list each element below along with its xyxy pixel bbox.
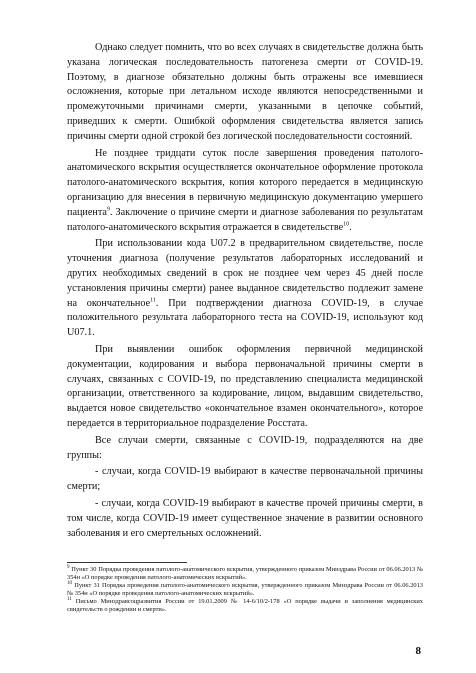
paragraph-text: - случаи, когда COVID-19 выбирают в качестве первоначальной причины смерти; bbox=[67, 466, 423, 493]
paragraph bbox=[67, 343, 423, 432]
footnote-number: 9 bbox=[67, 564, 70, 570]
paragraph bbox=[67, 497, 423, 541]
footnotes bbox=[67, 566, 423, 615]
paragraph bbox=[67, 465, 423, 495]
footnote-number: 11 bbox=[67, 597, 72, 603]
paragraph bbox=[67, 41, 423, 145]
footnote bbox=[67, 598, 423, 614]
footnote-reference[interactable]: 11 bbox=[150, 297, 156, 304]
paragraph-text: . При подтверждении диагноза COVID-19, в случае положительного результата лабораторного теста на COVID-19, используют код U07.1. bbox=[67, 297, 423, 339]
paragraph-text: - случаи, когда COVID-19 выбирают в качестве прочей причины смерти, в том числе, когда COVID-19 имеет существенное значение в развитии основного заболевания и его смертельных осложнений. bbox=[67, 497, 423, 539]
footnote-text: Пункт 31 Порядка проведения патолого-анатомического вскрытия, утвержденного приказом Минздрава России от 06.06.2013 № 354н «О порядке проведения патолого-анатомических вскрытий». bbox=[67, 582, 423, 598]
footnote-text: Письмо Минздравсоцразвития России от 19.01.2009 № 14-6/10/2-178 «О порядке выдачи и заполнения медицинских свидетельств о рождении и смерти». bbox=[67, 598, 423, 614]
footnote bbox=[67, 566, 423, 582]
paragraph-text: При выявлении ошибок оформления первичной медицинской документации, кодирования и выбора первоначальной причины смерти в случаях, связанных с COVID-19, по представлению специалиста медицинской организации, ответственного за кодирование, лицом, выдавшим свидетельство, выдается новое свидетельство «окончательное взамен окончательного», которое передается в территориальное подразделение Росстата. bbox=[67, 343, 423, 429]
paragraph-text: Однако следует помнить, что во всех случаях в свидетельстве должна быть указана логическая последовательность патогенеза смерти от COVID-19. Поэтому, в диагнозе обязательно должны быть отражены все имевшиеся осложнения, которые при летальном исходе являются непосредственными и промежуточными причинами смерти, указанными в цепочке событий, приведших к смерти. Ошибкой оформления свидетельства является запись причины смерти одной строкой без логической последовательности состояний. bbox=[67, 42, 423, 142]
footnote bbox=[67, 582, 423, 598]
paragraph-text: Не позднее тридцати суток после завершения проведения патолого-анатомического вскрытия осуществляется окончательное оформление протокола патолого-анатомического вскрытия, копия которого передается в медицинскую организацию для внесения в первичную медицинскую документацию умершего пациента bbox=[67, 147, 423, 218]
footnote-text: Пункт 30 Порядка проведения патолого-анатомического вскрытия, утвержденного приказом Минздрава России от 06.06.2013 № 354н «О порядке проведения патолого-анатомических вскрытий». bbox=[67, 566, 423, 582]
paragraph bbox=[67, 147, 423, 236]
body-text bbox=[67, 41, 423, 543]
page-number: 8 bbox=[415, 645, 421, 657]
paragraph-text: . bbox=[349, 221, 352, 233]
footnote-reference[interactable]: 10 bbox=[343, 221, 350, 228]
paragraph bbox=[67, 237, 423, 341]
paragraph bbox=[67, 434, 423, 464]
paragraph-text: При использовании кода U07.2 в предварительном свидетельстве, после уточнения диагноза (получение результатов лабораторных исследований и других необходимых сведений в срок не позднее чем через 45 дней после установления причины смерти) ранее выданное свидетельство подлежит замене на окончательное bbox=[67, 238, 423, 309]
paragraph-text: . Заключение о причине смерти и диагнозе заболевания по результатам патолого-анатомического вскрытия отражается в свидетельстве bbox=[67, 206, 423, 233]
footnote-number: 10 bbox=[67, 581, 72, 587]
footnote-separator bbox=[67, 562, 187, 563]
footnote-reference[interactable]: 9 bbox=[106, 206, 110, 213]
paragraph-text: Все случаи смерти, связанные с COVID-19, подразделяются на две группы: bbox=[67, 434, 423, 461]
